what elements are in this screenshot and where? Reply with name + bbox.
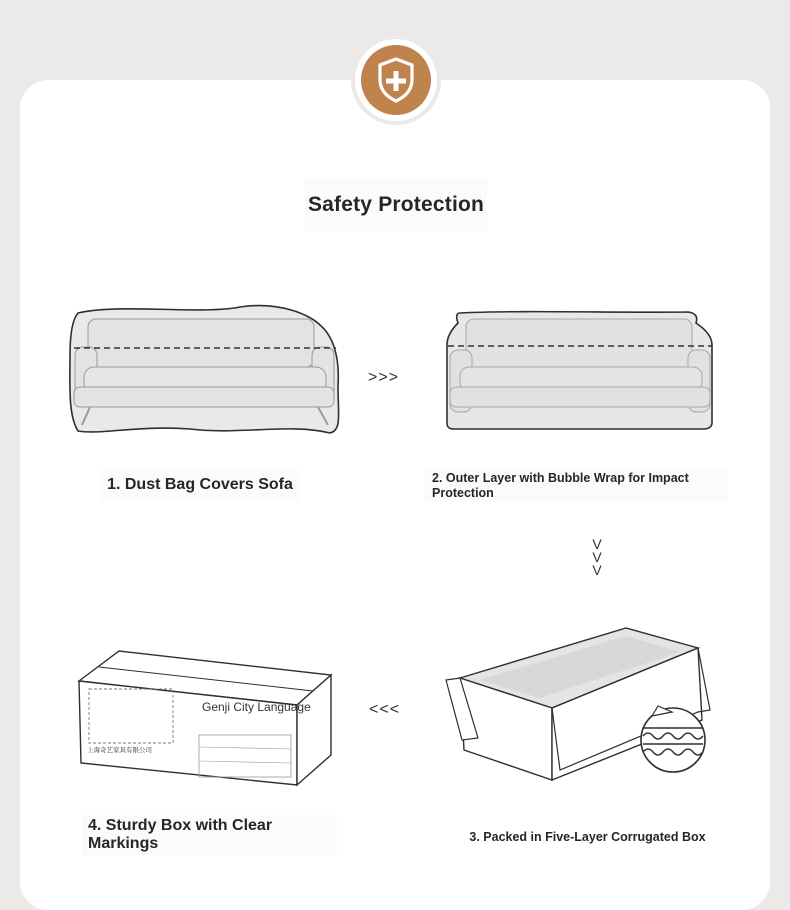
arrow-down-part: V [592, 562, 602, 578]
shield-plus-icon [361, 45, 431, 115]
step-3-label: 3. Packed in Five-Layer Corrugated Box [469, 830, 706, 844]
sofa-bubble-wrap-icon [440, 305, 720, 435]
sofa-dust-bag-icon [60, 295, 350, 445]
corrugated-box-icon [440, 620, 720, 790]
box-company-text: 上海奇艺家具有限公司 [87, 746, 152, 754]
page-title: Safety Protection [305, 178, 487, 232]
arrow-down-part: V [592, 549, 602, 565]
arrow-down [590, 538, 604, 577]
marked-box-icon [75, 645, 335, 790]
shield-badge [361, 45, 431, 115]
step-4-label: 4. Sturdy Box with Clear Markings [82, 815, 337, 855]
step-2-label: 2. Outer Layer with Bubble Wrap for Impact Protection [425, 470, 728, 502]
box-brand-text: Genji City Language [202, 700, 311, 714]
arrow-down-part: V [592, 536, 602, 552]
step-1-label: 1. Dust Bag Covers Sofa [100, 470, 300, 500]
arrow-right: >>> [368, 369, 400, 386]
arrow-left: <<< [369, 701, 401, 718]
